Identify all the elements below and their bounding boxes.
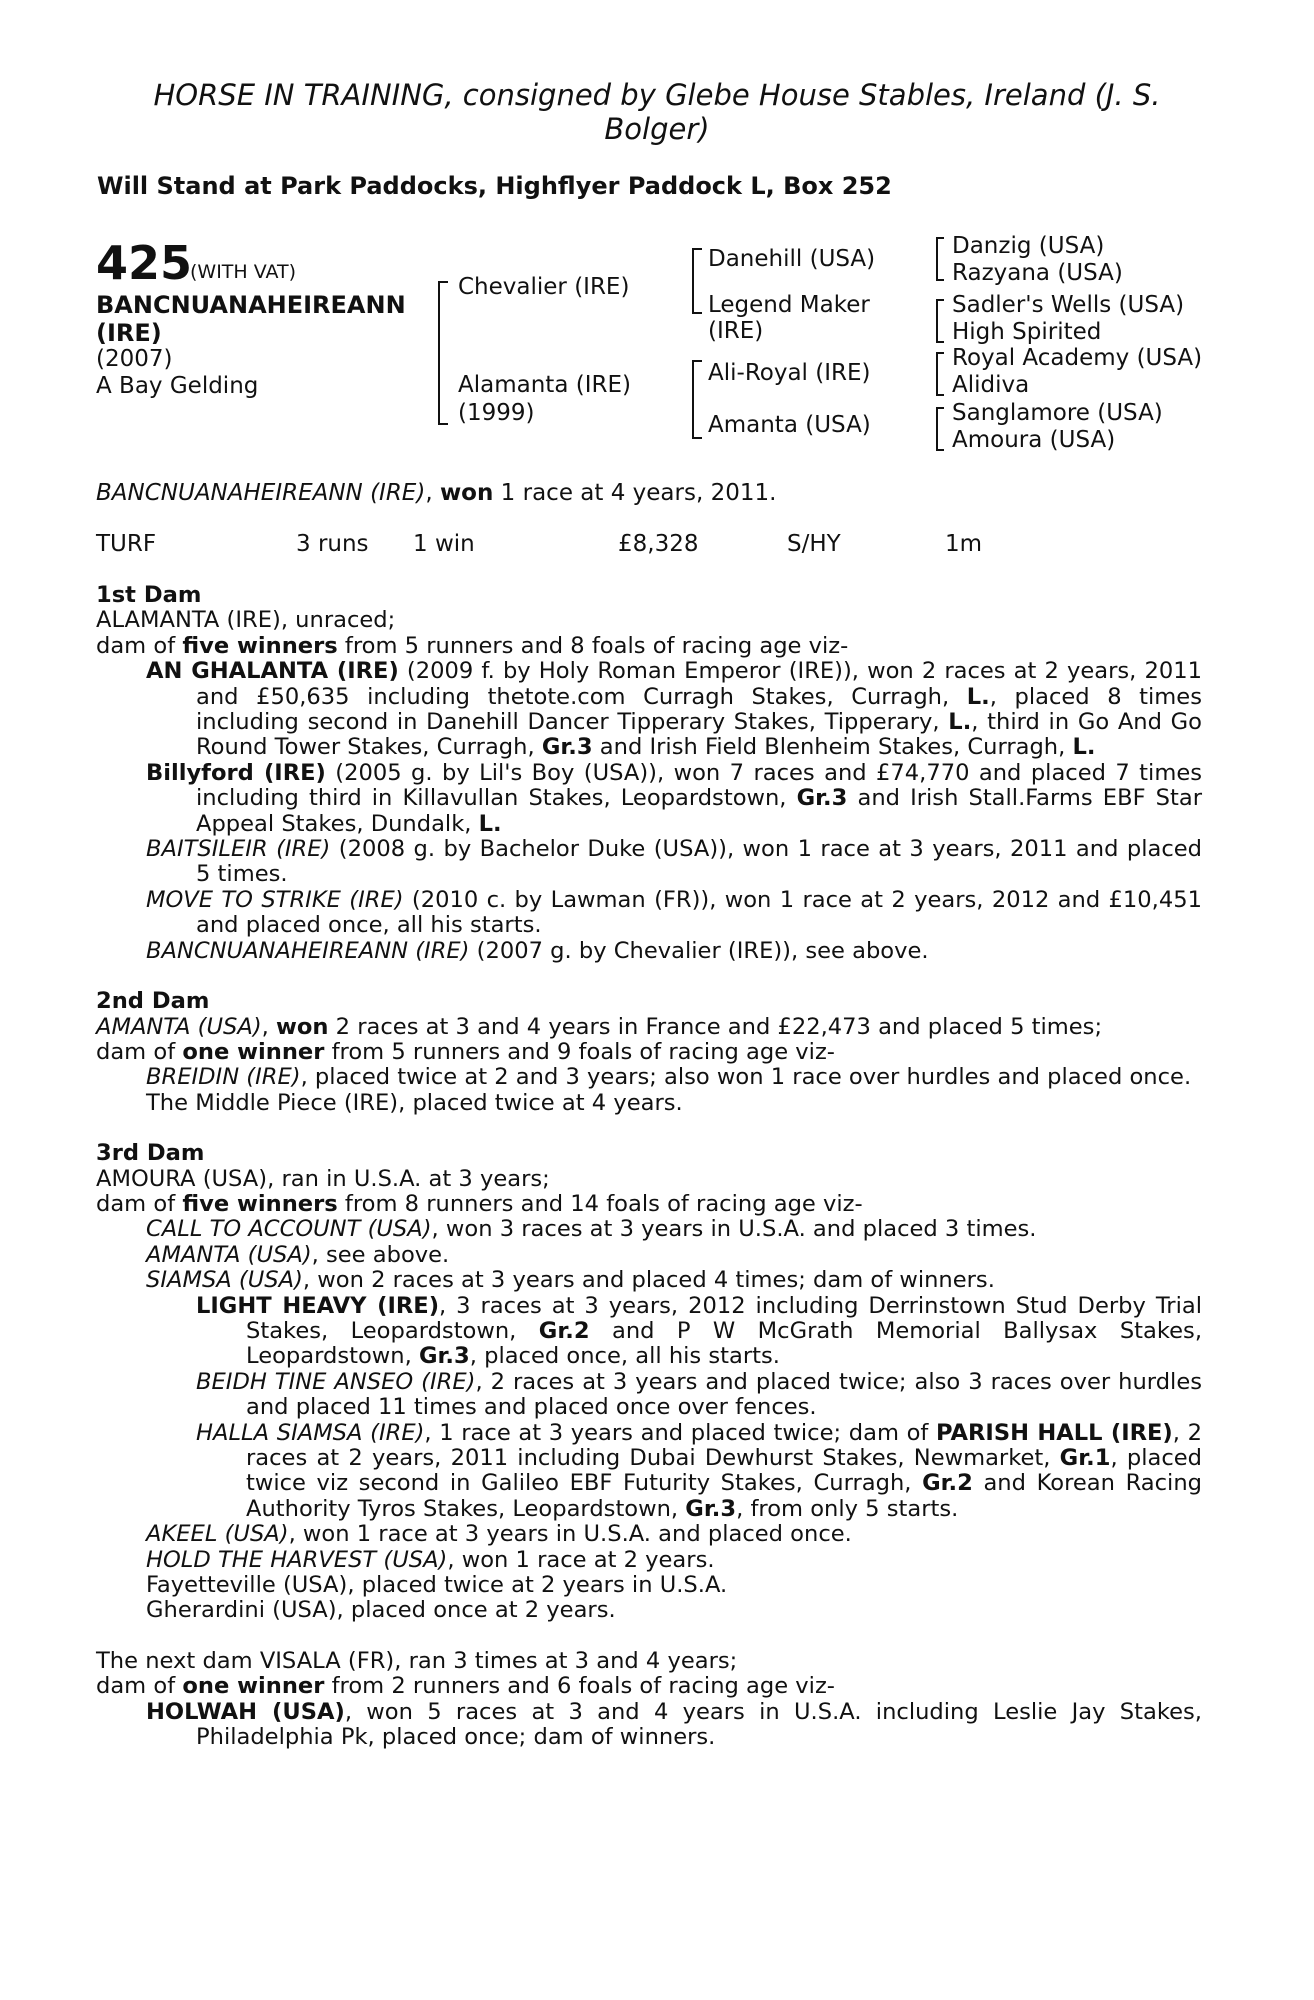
- race-summary: BANCNUANAHEIREANN (IRE), won 1 race at 4 years, 2011.: [96, 480, 777, 506]
- page-title: HORSE IN TRAINING, consigned by Glebe House Stables, Ireland (J. S. Bolger): [153, 78, 1161, 146]
- pedigree-gg4: High Spirited: [952, 319, 1102, 345]
- turf-record-row: [0, 531, 1314, 561]
- pedigree-gg2: Razyana (USA): [952, 260, 1123, 286]
- pedigree-dam-dam: Amanta (USA): [708, 412, 871, 438]
- pedigree-gg3: Sadler's Wells (USA): [952, 292, 1185, 318]
- first-dam-produce: dam of five winners from 5 runners and 8 foals of racing age viz-: [96, 632, 849, 659]
- produce-entry: AKEEL (USA), won 1 race at 3 years in U.S.A. and placed once.: [146, 1521, 852, 1548]
- pedigree-sire-sire: Danehill (USA): [708, 246, 876, 272]
- second-dam-heading: 2nd Dam: [96, 988, 210, 1015]
- produce-entry: CALL TO ACCOUNT (USA), won 3 races at 3 years in U.S.A. and placed 3 times.: [146, 1216, 1037, 1243]
- first-dam-line: ALAMANTA (IRE), unraced;: [96, 607, 396, 634]
- third-dam-line: AMOURA (USA), ran in U.S.A. at 3 years;: [96, 1165, 550, 1192]
- turf-runs: 3 runs: [296, 531, 369, 557]
- produce-entry: HOLWAH (USA), won 5 races at 3 and 4 years in U.S.A. including Leslie Jay Stakes, Philadelphia Pk, placed once; dam of winners.: [146, 1698, 1202, 1751]
- first-dam-heading: 1st Dam: [96, 582, 202, 608]
- lot-number: 425: [96, 236, 193, 290]
- pedigree-sire: Chevalier (IRE): [458, 274, 630, 300]
- pedigree-dam-line1: Alamanta (IRE): [458, 372, 631, 398]
- produce-entry: HOLD THE HARVEST (USA), won 1 race at 2 years.: [146, 1546, 715, 1573]
- pedigree-brace-g4: [936, 407, 944, 451]
- second-dam-line: AMANTA (USA), won 2 races at 3 and 4 years in France and £22,473 and placed 5 times;: [96, 1013, 1103, 1040]
- pedigree-gg6: Alidiva: [952, 372, 1030, 398]
- pedigree-brace-main: [438, 281, 448, 425]
- pedigree-sire-dam-line1: Legend Maker: [708, 292, 870, 318]
- third-dam-heading: 3rd Dam: [96, 1140, 205, 1167]
- sub-produce-entry: HALLA SIAMSA (IRE), 1 race at 3 years and placed twice; dam of PARISH HALL (IRE), 2 races at 2 years, 2011 including Dubai Dewhurst Stakes, Newmarket, Gr.1, placed twice viz second in Galileo EBF Futurity Stakes, Curragh, Gr.2 and Korean Racing Authority Tyros Stakes, Leopardstown, Gr.3, from only 5 starts.: [196, 1419, 1202, 1522]
- horse-year: (2007): [96, 346, 173, 372]
- produce-entry: BAITSILEIR (IRE) (2008 g. by Bachelor Duke (USA)), won 1 race at 3 years, 2011 and placed 5 times.: [146, 836, 1202, 888]
- next-dam-line: The next dam VISALA (FR), ran 3 times at 3 and 4 years;: [96, 1647, 738, 1674]
- produce-entry: SIAMSA (USA), won 2 races at 3 years and placed 4 times; dam of winners.: [146, 1267, 995, 1294]
- pedigree-brace-g1: [936, 237, 944, 281]
- pedigree-gg7: Sanglamore (USA): [952, 400, 1163, 426]
- produce-entry: AMANTA (USA), see above.: [146, 1241, 450, 1268]
- second-dam-produce: dam of one winner from 5 runners and 9 foals of racing age viz-: [96, 1038, 835, 1065]
- stand-location: Will Stand at Park Paddocks, Highflyer Paddock L, Box 252: [97, 172, 892, 200]
- pedigree-brace-dam: [692, 360, 702, 439]
- turf-prize: £8,328: [618, 531, 699, 557]
- turf-surface: TURF: [96, 531, 157, 557]
- pedigree-dam-line2: (1999): [458, 400, 535, 426]
- pedigree-gg8: Amoura (USA): [952, 427, 1116, 453]
- horse-name: [96, 291, 406, 347]
- produce-entry: Fayetteville (USA), placed twice at 2 years in U.S.A.: [146, 1572, 728, 1599]
- produce-entry: BREIDIN (IRE), placed twice at 2 and 3 years; also won 1 race over hurdles and placed once.: [146, 1064, 1192, 1091]
- produce-entry: BANCNUANAHEIREANN (IRE) (2007 g. by Chevalier (IRE)), see above.: [146, 937, 929, 964]
- turf-going: S/HY: [787, 531, 841, 557]
- horse-name-line2: (IRE): [96, 319, 162, 347]
- next-dam-produce: dam of one winner from 2 runners and 6 foals of racing age viz-: [96, 1673, 835, 1700]
- sub-produce-entry: LIGHT HEAVY (IRE), 3 races at 3 years, 2012 including Derrinstown Stud Derby Trial Stakes, Leopardstown, Gr.2 and P W McGrath Memorial Ballysax Stakes, Leopardstown, Gr.3, placed once, all his starts.: [196, 1292, 1202, 1370]
- catalogue-body: [96, 583, 1202, 1750]
- pedigree-brace-g2: [936, 299, 944, 343]
- horse-name-line1: BANCNUANAHEIREANN: [96, 291, 406, 319]
- turf-distance: 1m: [945, 531, 983, 557]
- pedigree-dam-sire: Ali-Royal (IRE): [708, 360, 871, 386]
- horse-description: A Bay Gelding: [96, 373, 259, 399]
- lot-vat: (WITH VAT): [190, 261, 297, 283]
- pedigree-sire-dam-line2: (IRE): [708, 318, 764, 344]
- produce-entry: Gherardini (USA), placed once at 2 years.: [146, 1597, 616, 1624]
- pedigree-gg1: Danzig (USA): [952, 233, 1105, 259]
- sub-produce-entry: BEIDH TINE ANSEO (IRE), 2 races at 3 years and placed twice; also 3 races over hurdles and placed 11 times and placed once over fences.: [196, 1368, 1202, 1421]
- pedigree-gg5: Royal Academy (USA): [952, 345, 1203, 371]
- produce-entry: The Middle Piece (IRE), placed twice at 4 years.: [146, 1089, 683, 1116]
- produce-entry: AN GHALANTA (IRE) (2009 f. by Holy Roman Emperor (IRE)), won 2 races at 2 years, 2011 and £50,635 including thetote.com Curragh Stakes, Curragh, L., placed 8 times including second in Danehill Dancer Tipperary Stakes, Tipperary, L., third in Go And Go Round Tower Stakes, Curragh, Gr.3 and Irish Field Blenheim Stakes, Curragh, L.: [146, 658, 1202, 761]
- third-dam-produce: dam of five winners from 8 runners and 14 foals of racing age viz-: [96, 1190, 863, 1217]
- produce-entry: MOVE TO STRIKE (IRE) (2010 c. by Lawman (FR)), won 1 race at 2 years, 2012 and £10,451 and placed once, all his starts.: [146, 886, 1202, 939]
- pedigree-brace-g3: [936, 352, 944, 396]
- pedigree-brace-sire: [692, 248, 702, 314]
- turf-wins: 1 win: [413, 531, 475, 557]
- produce-entry: Billyford (IRE) (2005 g. by Lil's Boy (USA)), won 7 races and £74,770 and placed 7 times including third in Killavullan Stakes, Leopardstown, Gr.3 and Irish Stall.Farms EBF Star Appeal Stakes, Dundalk, L.: [146, 759, 1203, 837]
